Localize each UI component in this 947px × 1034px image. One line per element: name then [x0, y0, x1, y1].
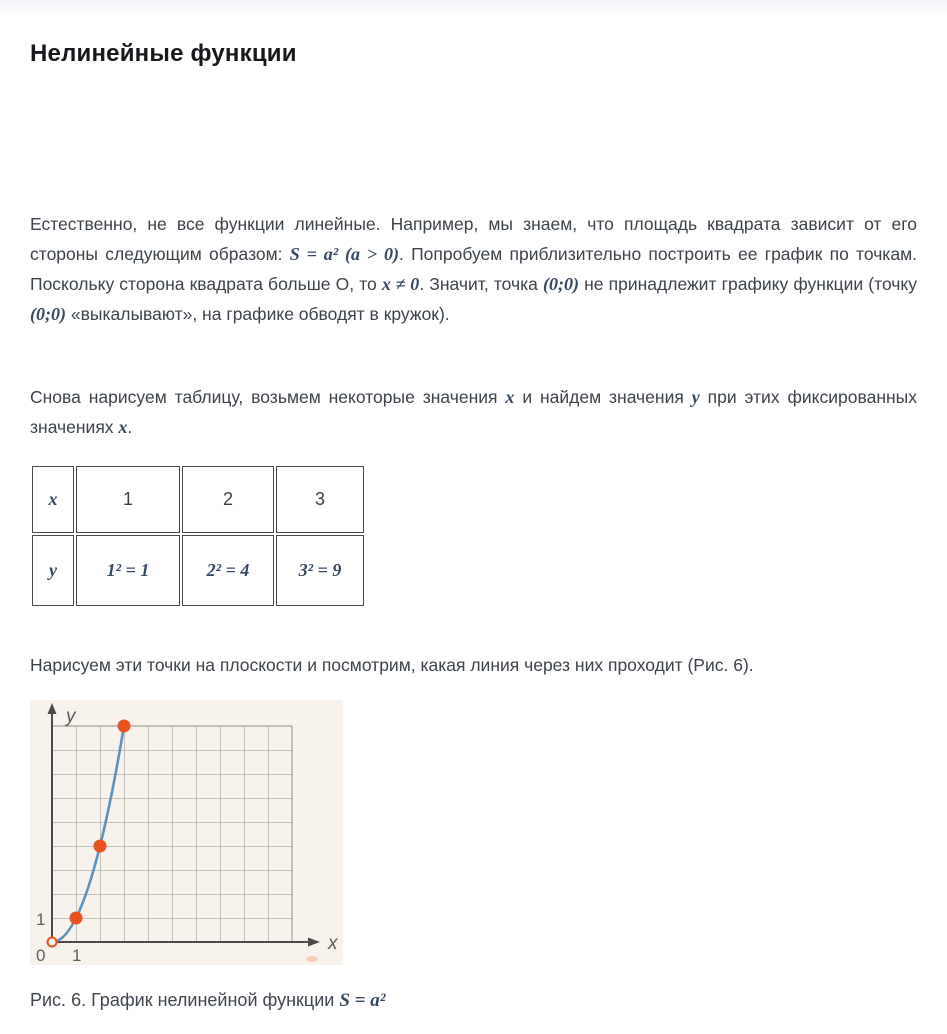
table-header-y: [32, 535, 74, 606]
y-tick-1: 1: [36, 910, 46, 929]
origin-label: 0: [36, 946, 46, 965]
caption-formula: S = a²: [339, 990, 386, 1011]
text-run: не принадлежит графику функции (точку: [579, 274, 918, 294]
formula-point-0-0: (0;0): [543, 274, 579, 294]
var-x: x: [118, 417, 128, 437]
x-tick-1: 1: [72, 946, 82, 965]
watermark-fragment: [306, 956, 318, 962]
formula-1-squared: 1² = 1: [106, 560, 150, 580]
article: [0, 38, 947, 1016]
page-title: Нелинейные функции: [30, 40, 297, 67]
var-y: y: [49, 560, 57, 580]
formula-3-squared: 3² = 9: [298, 560, 342, 580]
formula-x-not-zero: x ≠ 0: [381, 274, 420, 294]
paragraph-intro: [30, 209, 917, 329]
y-axis-label: y: [66, 706, 76, 727]
figure-caption: [30, 985, 917, 1016]
point-2-4: [94, 840, 107, 853]
var-x: x: [48, 489, 58, 509]
formula-point-0-0: (0;0): [30, 304, 66, 324]
table-cell: [182, 535, 274, 606]
point-1-1: [70, 912, 83, 925]
table-cell: [276, 535, 364, 606]
formula-s-equals-a-squared: S = a² (a > 0): [289, 244, 399, 264]
var-y: y: [691, 387, 700, 407]
x-axis-label: x: [328, 933, 338, 954]
values-table: [30, 464, 366, 608]
point-3-9: [118, 720, 131, 733]
parabola-chart: [30, 700, 343, 965]
var-x: x: [505, 387, 515, 407]
text-run: при этих фиксированных значениях: [30, 387, 917, 437]
table-header-x: [32, 466, 74, 533]
text-run: . Значит, точка: [419, 274, 544, 294]
table-cell: 1: [76, 466, 180, 533]
text-run: «выкалывают», на графике обводят в кружок).: [65, 304, 450, 324]
table-row-x: [32, 466, 364, 533]
table-cell: [76, 535, 180, 606]
text-run: Естественно, не все функции линейные. Например, мы знаем, что площадь квадрата зависит от его стороны следующим образом:: [30, 214, 917, 264]
paragraph-figure-intro: Нарисуем эти точки на плоскости и посмотрим, какая линия через них проходит (Рис. 6).: [30, 655, 754, 675]
caption-text: Рис. 6. График нелинейной функции: [30, 990, 340, 1010]
paragraph-table-intro: [30, 382, 917, 442]
text-run: и найдем значения: [514, 387, 692, 407]
x-axis-arrow-icon: [308, 938, 320, 947]
page-top-gradient: [0, 0, 947, 16]
formula-2-squared: 2² = 4: [206, 560, 250, 580]
y-axis-arrow-icon: [48, 703, 57, 714]
table-row-y: [32, 535, 364, 606]
grid-area: [52, 726, 292, 942]
text-run: . Попробуем приблизительно построить ее график по точкам. Поскольку сторона квадрата больше О, то: [30, 244, 917, 294]
table-cell: 3: [276, 466, 364, 533]
text-run: .: [127, 417, 133, 437]
text-run: Снова нарисуем таблицу, возьмем некоторые значения: [30, 387, 506, 407]
open-point-origin: [48, 938, 57, 947]
figure-6-plot: [30, 700, 343, 965]
table-cell: 2: [182, 466, 274, 533]
